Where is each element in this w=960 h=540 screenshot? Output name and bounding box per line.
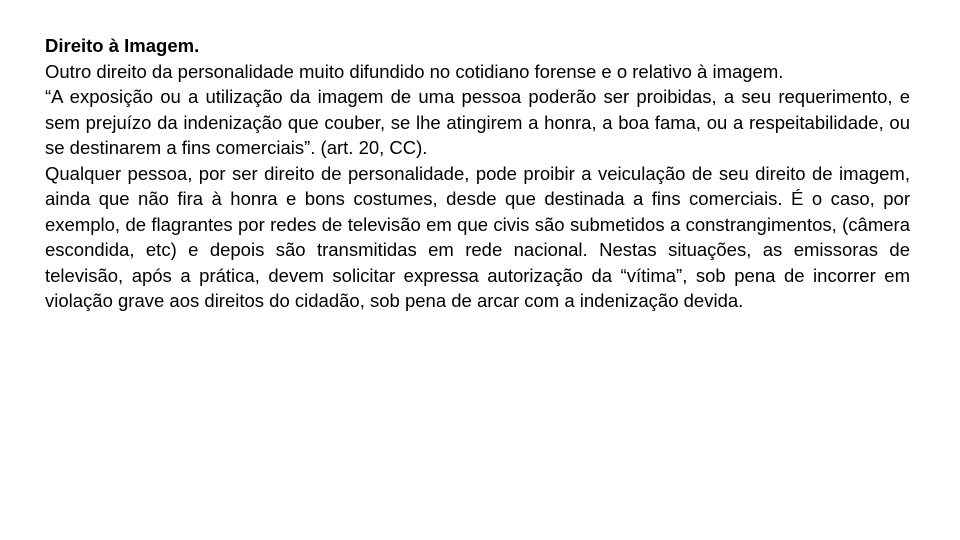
paragraph-explanation: Qualquer pessoa, por ser direito de personalidade, pode proibir a veiculação de seu direito de imagem, ainda que não fira à honra e bons costumes, desde que destinada a fins comerciais. É o caso, por exemplo, de flagrantes por redes de televisão em que civis são submetidos a constrangimentos, (câmera escondida, etc) e depois são transmitidas em rede nacional. Nestas situações, as emissoras de televisão, após a prática, devem solicitar expressa autorização da “vítima”, sob pena de incorrer em violação grave aos direitos do cidadão, sob pena de arcar com a indenização devida. [45, 162, 910, 311]
slide-title: Direito à Imagem. [45, 35, 200, 56]
paragraph-quote: “A exposição ou a utilização da imagem de uma pessoa poderão ser proibidas, a seu requerimento, e sem prejuízo da indenização que couber, se lhe atingirem a honra, a boa fama, ou a respeitabilidade, ou se destinarem a fins comerciais”. (art. 20, CC). [45, 86, 910, 158]
slide-body [45, 33, 910, 314]
paragraph-intro: Outro direito da personalidade muito difundido no cotidiano forense e o relativo à imagem. [45, 60, 784, 82]
